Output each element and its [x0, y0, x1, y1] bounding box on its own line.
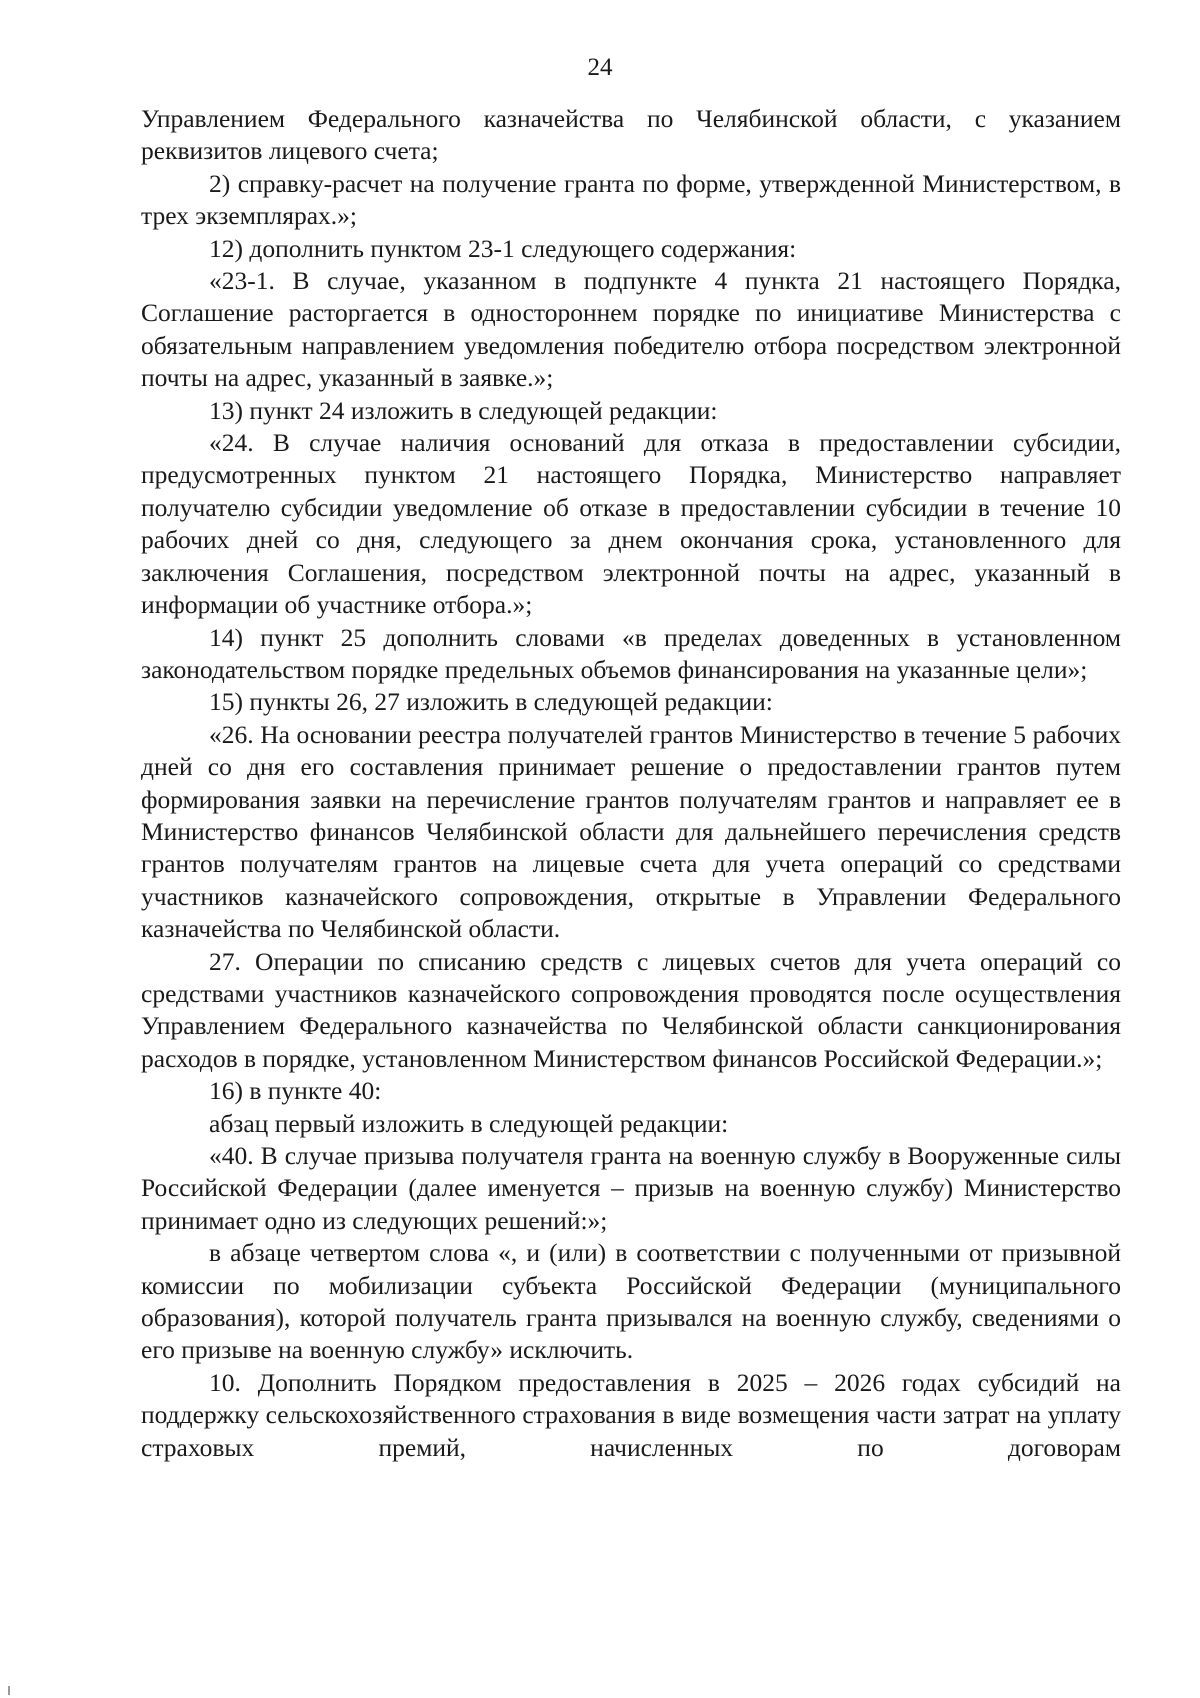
paragraph: «24. В случае наличия оснований для отказа в предоставлении субсидии, предусмотренных пунктом 21 настоящего Порядка, Министерство направляет получателю субсидии уведомление об отказе в предоставлении субсидии в течение 10 рабочих дней со дня, следующего за днем окончания срока, установленного для заключения Соглашения, посредством электронной почты на адрес, указанный в информации об участнике отбора.»; [141, 428, 1121, 620]
paragraph: Управлением Федерального казначейства по Челябинской области, с указанием реквизитов лицевого счета; [141, 104, 1121, 166]
paragraph: 16) в пункте 40: [209, 1076, 382, 1106]
paragraph: 13) пункт 24 изложить в следующей редакции: [209, 395, 718, 425]
document-body [141, 103, 1121, 1464]
paragraph: 14) пункт 25 дополнить словами «в пределах доведенных в установленном законодательством порядке предельных объемов финансирования на указанные цели»; [141, 622, 1121, 684]
page-number: 24 [587, 54, 613, 81]
paragraph: 15) пункты 26, 27 изложить в следующей редакции: [209, 687, 773, 717]
paragraph: 12) дополнить пунктом 23-1 следующего содержания: [209, 233, 797, 263]
paragraph: «23-1. В случае, указанном в подпункте 4 пункта 21 настоящего Порядка, Соглашение расторгается в одностороннем порядке по инициативе Министерства с обязательным направлением уведомления победителю отбора посредством электронной почты на адрес, указанный в заявке.»; [141, 266, 1121, 393]
scan-edge-mark [8, 1686, 10, 1695]
paragraph: 27. Операции по списанию средств с лицевых счетов для учета операций со средствами участников казначейского сопровождения проводятся после осуществления Управлением Федерального казначейства по Челябинской области санкционирования расходов в порядке, установленном Министерством финансов Российской Федерации.»; [141, 946, 1121, 1073]
paragraph: 10. Дополнить Порядком предоставления в 2025 – 2026 годах субсидий на поддержку сельскохозяйственного страхования в виде возмещения части затрат на уплату страховых премий, начисленных по договорам [141, 1367, 1121, 1462]
paragraph: «26. На основании реестра получателей грантов Министерство в течение 5 рабочих дней со дня его составления принимает решение о предоставлении грантов путем формирования заявки на перечисление грантов получателям грантов и направляет ее в Министерство финансов Челябинской области для дальнейшего перечисления средств грантов получателям грантов на лицевые счета для учета операций со средствами участников казначейского сопровождения, открытые в Управлении Федерального казначейства по Челябинской области. [141, 719, 1121, 944]
paragraph: «40. В случае призыва получателя гранта на военную службу в Вооруженные силы Российской Федерации (далее именуется – призыв на военную службу) Министерство принимает одно из следующих решений:»; [141, 1141, 1121, 1235]
paragraph: 2) справку-расчет на получение гранта по форме, утвержденной Министерством, в трех экземплярах.»; [141, 168, 1121, 231]
paragraph: абзац первый изложить в следующей редакции: [209, 1108, 729, 1138]
paragraph: в абзаце четвертом слова «, и (или) в соответствии с полученными от призывной комиссии по мобилизации субъекта Российской Федерации (муниципального образования), которой получатель гранта призывался на военную службу, сведениями о его призыве на военную службу» исключить. [141, 1238, 1121, 1365]
